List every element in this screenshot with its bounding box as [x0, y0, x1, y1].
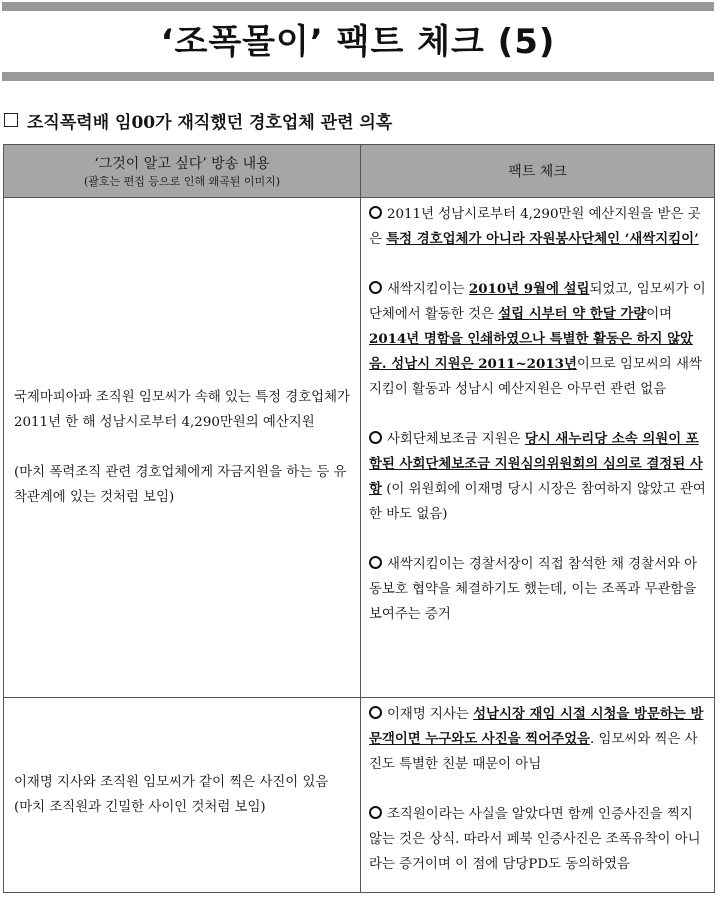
fact-text: 2011년 성남시로부터 4,290만원 예산지원을 받은 곳은	[369, 207, 701, 247]
fact-check-cell	[361, 198, 715, 698]
fact-paragraph	[369, 427, 708, 527]
header-fact-check: 팩트 체크	[361, 145, 715, 198]
claim-note: (마치 폭력조직 관련 경호업체에게 자금지원을 하는 등 유착관계에 있는 것처럼 보임)	[14, 465, 347, 505]
circle-bullet-icon	[369, 281, 382, 294]
circle-bullet-icon	[369, 556, 382, 569]
header-left-subtitle: (괄호는 편집 등으로 인해 왜곡된 이미지)	[83, 174, 281, 188]
circle-bullet-icon	[369, 806, 382, 819]
fact-emphasis: 성남시장 재임 시절 시청을 방문하는 방문객이면 누구와도 사진을 찍어주었음	[369, 706, 704, 747]
table-row	[4, 198, 715, 698]
fact-text: 새싹지킴이는	[387, 282, 469, 297]
circle-bullet-icon	[369, 706, 382, 719]
table-row	[4, 698, 715, 893]
fact-text: 사회단체보조금 지원은	[387, 432, 525, 447]
section-heading-text: 조직폭력배 임00가 재직했던 경호업체 관련 의혹	[27, 112, 393, 133]
fact-emphasis: 2014년 명함을 인쇄하였으나 특별한 활동은 하지 않았음. 성남시 지원은 2011~2013년	[369, 331, 693, 372]
fact-paragraph	[369, 202, 708, 252]
fact-check-cell	[361, 698, 715, 893]
claim-cell	[4, 198, 361, 698]
fact-text: 이며	[646, 307, 673, 322]
section-heading	[4, 106, 392, 134]
circle-bullet-icon	[369, 206, 382, 219]
fact-check-table	[3, 144, 715, 893]
fact-emphasis: 설립 시부터 약 한달 가량	[498, 306, 647, 322]
fact-emphasis: 당시 새누리당 소속 의원이 포함된 사회단체보조금 지원심의위원회의 심의로 결정된 사항	[369, 431, 703, 497]
page-title: ‘조폭몰이’ 팩트 체크 (5)	[160, 22, 556, 62]
claim-cell	[4, 698, 361, 893]
fact-text: 이므로 임모씨의 새싹지킴이 활동과 성남시 예산지원은 아무런 관련 없음	[369, 357, 702, 397]
fact-paragraph	[369, 277, 708, 402]
checkbox-square-icon	[4, 113, 18, 127]
fact-text: 되었고, 임모씨가 이 단체에서 활동한 것은	[369, 282, 706, 322]
fact-paragraph	[369, 552, 708, 627]
fact-paragraph	[369, 702, 708, 777]
title-bottom-bar	[2, 72, 714, 81]
header-broadcast-content	[4, 145, 361, 198]
table-header-row	[4, 145, 715, 198]
title-top-bar	[2, 2, 714, 11]
claim-text: 이재명 지사와 조직원 임모씨가 같이 찍은 사진이 있음	[14, 775, 329, 790]
fact-text: 이재명 지사는	[387, 707, 474, 722]
fact-emphasis: 특정 경호업체가 아니라 자원봉사단체인 ‘새싹지킴이’	[386, 231, 699, 247]
header-left-title: ‘그것이 알고 싶다’ 방송 내용	[94, 155, 270, 172]
fact-text: . 임모씨와 찍은 사진도 특별한 친분 때문이 아님	[369, 732, 698, 772]
circle-bullet-icon	[369, 431, 382, 444]
fact-paragraph	[369, 802, 708, 877]
fact-text: (이 위원회에 이재명 당시 시장은 참여하지 않았고 관여한 바도 없음)	[369, 482, 706, 522]
claim-text: 국제마피아파 조직원 임모씨가 속해 있는 특정 경호업체가 2011년 한 해 성남시로부터 4,290만원의 예산지원	[14, 390, 350, 430]
fact-emphasis: 2010년 9월에 설립	[468, 281, 590, 297]
fact-text: 조직원이라는 사실을 알았다면 함께 인증사진을 찍지 않는 것은 상식. 따라서 페북 인증사진은 조폭유착이 아니라는 증거이며 이 점에 담당PD도 동의하였음	[369, 807, 701, 872]
fact-text: 새싹지킴이는 경찰서장이 직접 참석한 채 경찰서와 아동보호 협약을 체결하기도 했는데, 이는 조폭과 무관함을 보여주는 증거	[369, 557, 698, 622]
claim-note: (마치 조직원과 긴밀한 사이인 것처럼 보임)	[14, 800, 266, 815]
